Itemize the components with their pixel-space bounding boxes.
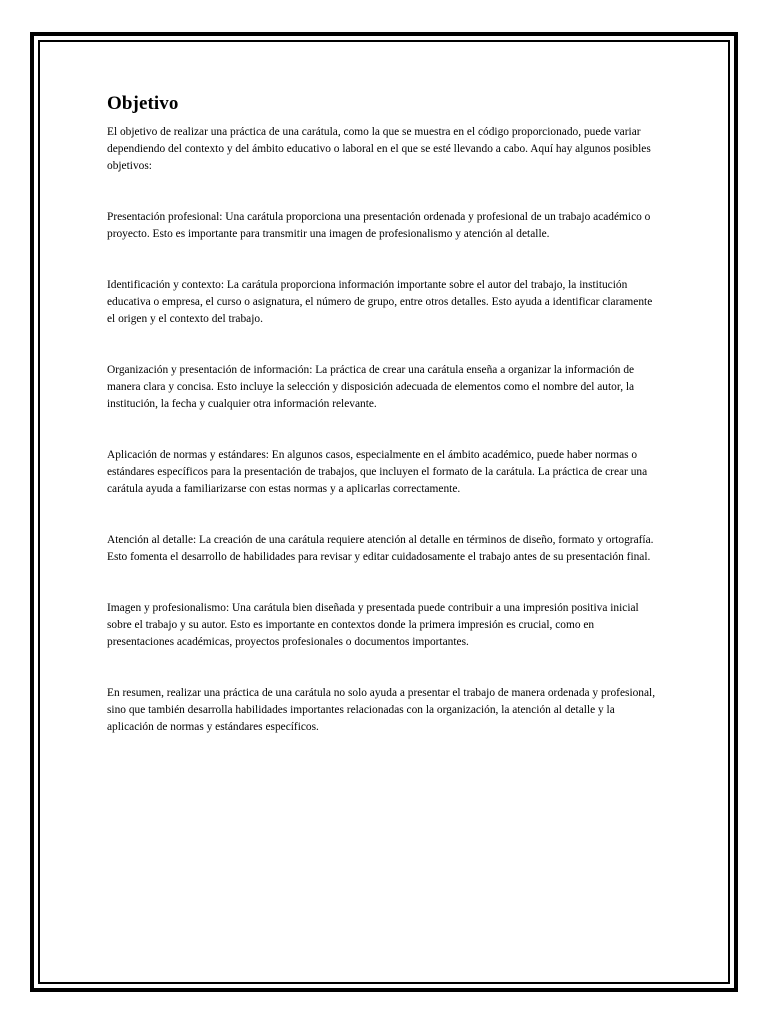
paragraph-presentacion-profesional: Presentación profesional: Una carátula proporciona una presentación ordenada y profesional de un trabajo académico o proyecto. Esto es importante para transmitir una imagen de profesionalismo y atención al detalle. bbox=[107, 211, 651, 240]
paragraph-imagen-profesionalismo: Imagen y profesionalismo: Una carátula bien diseñada y presentada puede contribuir a una impresión positiva inicial sobre el trabajo y su autor. Esto es importante en contextos donde la primera impresión es crucial, como en presentaciones académicas, proyectos profesionales o documentos importantes. bbox=[107, 602, 639, 648]
intro-paragraph: El objetivo de realizar una práctica de una carátula, como la que se muestra en el código proporcionado, puede variar dependiendo del contexto y del ámbito educativo o laboral en el que se esté llevando a cabo. Aquí hay algunos posibles objetivos: bbox=[107, 126, 651, 172]
paragraph-organizacion-presentacion: Organización y presentación de información: La práctica de crear una carátula enseña a organizar la información de manera clara y concisa. Esto incluye la selección y disposición adecuada de elementos como el nombre del autor, la institución, la fecha y cualquier otra información relevante. bbox=[107, 364, 635, 410]
paragraph-identificacion-contexto: Identificación y contexto: La carátula proporciona información importante sobre el autor del trabajo, la institución educativa o empresa, el curso o asignatura, el número de grupo, entre otros detalles. Esto ayuda a identificar claramente el origen y el contexto del trabajo. bbox=[107, 279, 653, 325]
document-title: Objetivo bbox=[107, 93, 179, 114]
paragraph-resumen: En resumen, realizar una práctica de una carátula no solo ayuda a presentar el trabajo de manera ordenada y profesional, sino que también desarrolla habilidades importantes relacionadas con la organización, la atención al detalle y la aplicación de normas y estándares específicos. bbox=[107, 687, 656, 733]
document-body bbox=[107, 92, 663, 736]
paragraph-aplicacion-normas: Aplicación de normas y estándares: En algunos casos, especialmente en el ámbito académico, puede haber normas o estándares específicos para la presentación de trabajos, que incluyen el formato de la carátula. La práctica de crear una carátula ayuda a familiarizarse con estas normas y a aplicarlas correctamente. bbox=[107, 449, 648, 495]
paragraph-atencion-detalle: Atención al detalle: La creación de una carátula requiere atención al detalle en términos de diseño, formato y ortografía. Esto fomenta el desarrollo de habilidades para revisar y editar cuidadosamente el trabajo antes de su presentación final. bbox=[107, 534, 654, 563]
